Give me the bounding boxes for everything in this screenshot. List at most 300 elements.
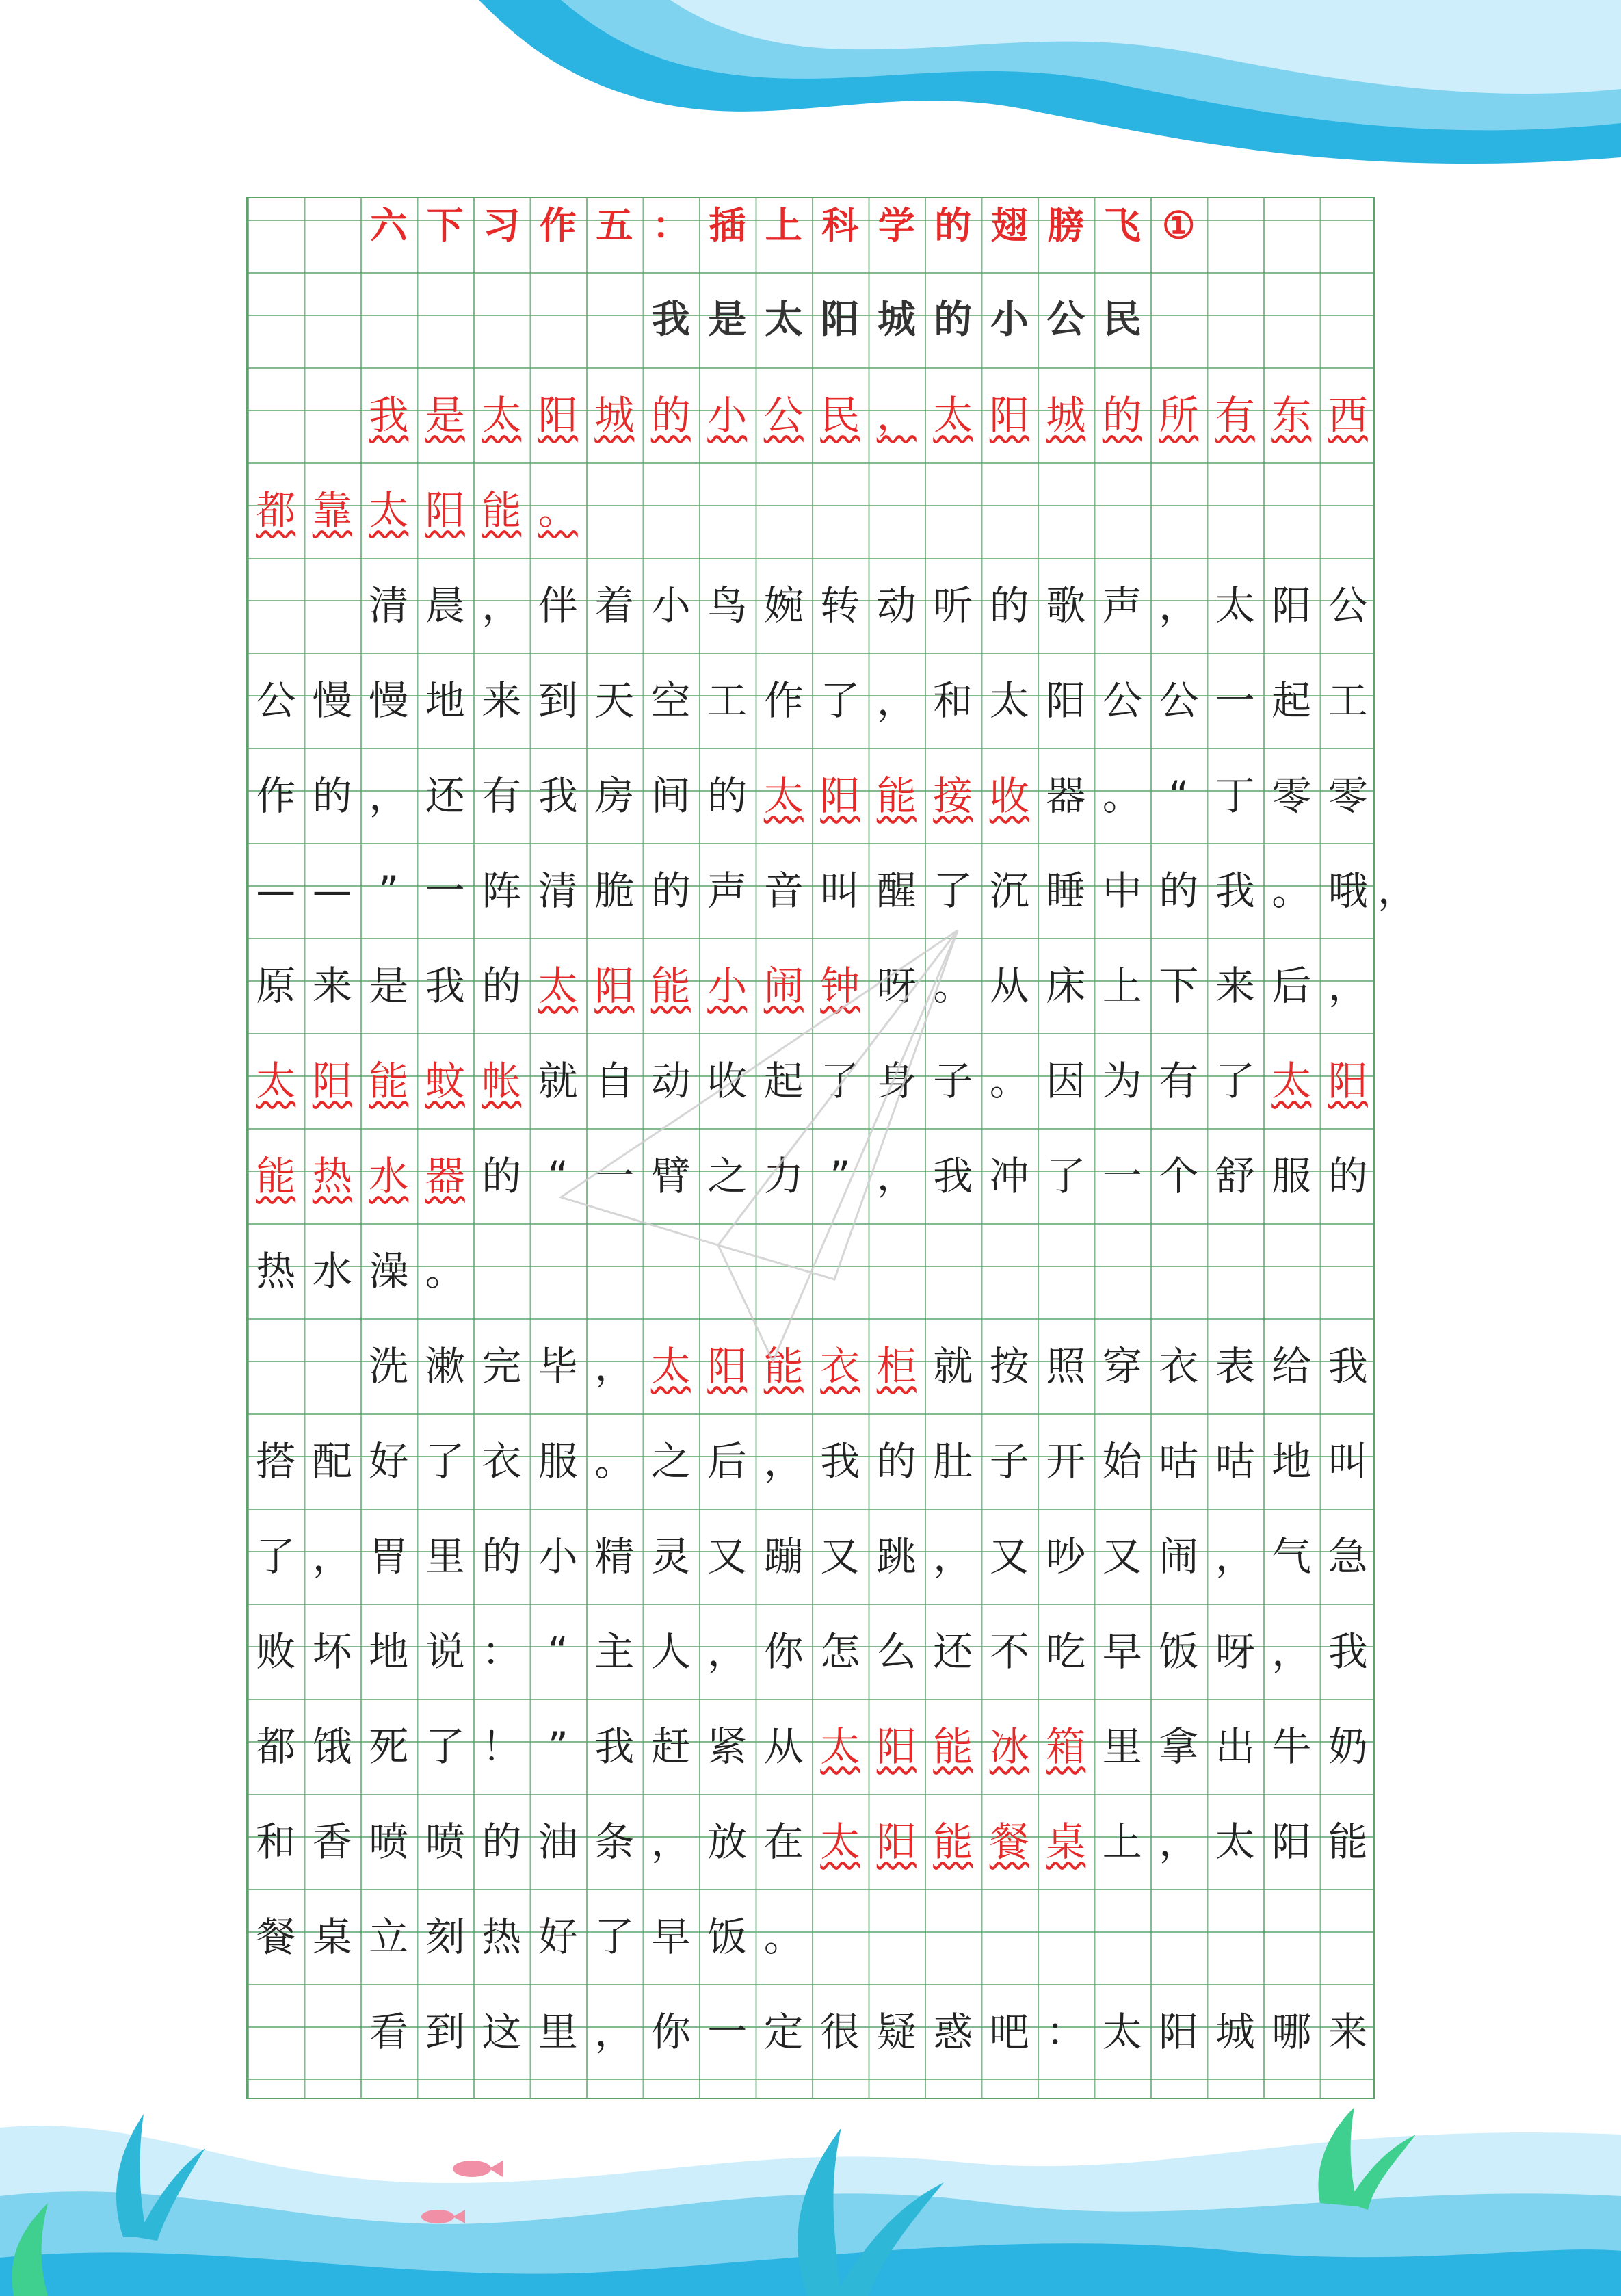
grid-cell: 帐 xyxy=(482,1057,522,1104)
ocean-wave-icon xyxy=(0,0,1621,205)
grid-cell: 慢 xyxy=(312,677,352,724)
grid-cell: 毕 xyxy=(538,1342,578,1390)
grid-cell: ， xyxy=(1159,1818,1199,1865)
grid-cell: 房 xyxy=(594,772,635,819)
essay-line xyxy=(248,769,1376,822)
grid-cell: 又 xyxy=(1102,1532,1142,1580)
grid-cell: 的 xyxy=(707,772,748,819)
grid-cell: 子 xyxy=(989,1437,1029,1485)
grid-cell: 下 xyxy=(426,203,464,247)
grid-cell: 公 xyxy=(1102,677,1142,724)
grid-cell: 声 xyxy=(707,867,748,914)
grid-cell xyxy=(530,293,587,346)
grid-cell: 饭 xyxy=(1159,1628,1199,1675)
grid-cell: 民 xyxy=(820,391,860,439)
grid-cell: 败 xyxy=(256,1628,296,1675)
grid-cell: 了 xyxy=(425,1437,465,1485)
grid-cell: 服 xyxy=(538,1437,578,1485)
grid-cell: 了 xyxy=(933,867,973,914)
grid-cell: 一 xyxy=(1215,677,1255,724)
grid-cell: 音 xyxy=(763,867,804,914)
grid-cell: 在 xyxy=(763,1818,804,1865)
grid-cell: 所 xyxy=(1159,391,1199,439)
grid-cell xyxy=(925,484,981,536)
grid-cell: 咕 xyxy=(1215,1437,1255,1485)
grid-cell xyxy=(643,484,700,536)
grid-cell: 零 xyxy=(1328,772,1368,819)
grid-cell: 从 xyxy=(989,962,1029,1009)
grid-cell: 喷 xyxy=(425,1818,465,1865)
grid-cell xyxy=(643,1244,700,1297)
grid-cell: 好 xyxy=(538,1913,578,1960)
grid-cell: 餐 xyxy=(256,1913,296,1960)
grid-cell: 阳 xyxy=(821,297,860,342)
grid-cell: 的 xyxy=(876,1437,917,1485)
grid-cell: 来 xyxy=(1215,962,1255,1009)
grid-cell xyxy=(699,484,756,536)
grid-cell: 急 xyxy=(1328,1532,1368,1580)
grid-cell: 能 xyxy=(933,1723,973,1770)
grid-cell: 太 xyxy=(650,1342,691,1390)
grid-cell: 阳 xyxy=(989,391,1029,439)
grid-cell xyxy=(248,293,304,346)
grid-cell: 收 xyxy=(707,1057,748,1104)
grid-cell xyxy=(1207,198,1264,251)
grid-cell: 我 xyxy=(820,1437,860,1485)
grid-cell xyxy=(1150,484,1207,536)
grid-cell: 城 xyxy=(1046,391,1086,439)
grid-cell: 天 xyxy=(594,677,635,724)
grid-cell: 惑 xyxy=(933,2008,973,2055)
grid-cell: 么 xyxy=(876,1628,917,1675)
grid-cell: 小 xyxy=(707,391,748,439)
grid-cell: 太 xyxy=(933,391,973,439)
grid-cell: 太 xyxy=(1215,582,1255,629)
grid-cell: 人 xyxy=(650,1628,691,1675)
grid-cell: 太 xyxy=(538,962,578,1009)
grid-cell: 能 xyxy=(482,486,522,534)
grid-cell: ， xyxy=(312,1532,352,1580)
grid-cell: 。 xyxy=(538,486,578,534)
grid-cell xyxy=(304,293,361,346)
grid-cell: 坏 xyxy=(312,1628,352,1675)
grid-cell: 太 xyxy=(256,1057,296,1104)
essay-line xyxy=(248,1910,1376,1963)
essay-line xyxy=(248,389,1376,441)
grid-cell xyxy=(473,1244,530,1297)
grid-cell: 跳 xyxy=(876,1532,917,1580)
grid-cell: 热 xyxy=(482,1913,522,1960)
grid-cell: 奶 xyxy=(1328,1723,1368,1770)
essay-title xyxy=(248,293,1376,346)
grid-cell xyxy=(1094,1244,1151,1297)
grid-cell: 太 xyxy=(1271,1057,1312,1104)
grid-cell: 作 xyxy=(763,677,804,724)
grid-cell: 呀 xyxy=(1215,1628,1255,1675)
grid-cell xyxy=(1320,484,1377,536)
grid-cell: 定 xyxy=(763,2008,804,2055)
grid-cell: 是 xyxy=(708,297,747,342)
grid-cell: 你 xyxy=(763,1628,804,1675)
grid-cell: 沉 xyxy=(989,867,1029,914)
grid-cell: 到 xyxy=(425,2008,465,2055)
grid-cell: 阳 xyxy=(538,391,578,439)
grid-cell: 刻 xyxy=(425,1913,465,1960)
grid-cell: 洗 xyxy=(369,1342,409,1390)
grid-cell xyxy=(981,1244,1038,1297)
grid-cell: 我 xyxy=(1328,1342,1368,1390)
grid-cell: 着 xyxy=(594,582,635,629)
grid-cell: 床 xyxy=(1046,962,1086,1009)
grid-cell: ， xyxy=(594,1342,635,1390)
grid-cell xyxy=(248,1340,304,1392)
grid-cell: 能 xyxy=(1328,1818,1368,1865)
grid-cell: 了 xyxy=(1215,1057,1255,1104)
grid-cell xyxy=(1207,1244,1264,1297)
grid-cell: 能 xyxy=(933,1818,973,1865)
grid-cell xyxy=(756,484,813,536)
grid-cell xyxy=(530,1244,587,1297)
grid-cell xyxy=(1207,1910,1264,1963)
overflow-punctuation: ， xyxy=(1378,866,1418,913)
grid-cell: 一 xyxy=(425,867,465,914)
grid-cell: 听 xyxy=(933,582,973,629)
grid-cell xyxy=(473,293,530,346)
grid-cell: 我 xyxy=(933,1152,973,1199)
grid-cell: 和 xyxy=(256,1818,296,1865)
grid-cell: 自 xyxy=(594,1057,635,1104)
grid-cell: 臂 xyxy=(650,1152,691,1199)
grid-cell: ” xyxy=(830,1152,851,1199)
grid-cell: 都 xyxy=(256,1723,296,1770)
grid-cell: 漱 xyxy=(425,1342,465,1390)
grid-cell: 后 xyxy=(707,1437,748,1485)
grid-cell: 子 xyxy=(933,1057,973,1104)
grid-cell: 精 xyxy=(594,1532,635,1580)
grid-cell: 阳 xyxy=(425,486,465,534)
grid-cell: 的 xyxy=(482,1532,522,1580)
grid-cell: 阳 xyxy=(876,1818,917,1865)
grid-cell: 歌 xyxy=(1046,582,1086,629)
grid-cell: 作 xyxy=(539,203,577,247)
grid-cell: 衣 xyxy=(1159,1342,1199,1390)
grid-cell: 是 xyxy=(425,391,465,439)
grid-cell: 起 xyxy=(763,1057,804,1104)
grid-cell: 的 xyxy=(482,1152,522,1199)
grid-cell xyxy=(1320,1910,1377,1963)
grid-cell: 蹦 xyxy=(763,1532,804,1580)
grid-cell: ， xyxy=(482,582,522,629)
grid-cell: 民 xyxy=(1103,297,1142,342)
grid-cell: 里 xyxy=(425,1532,465,1580)
grid-cell: 。 xyxy=(594,1437,635,1485)
grid-cell: 冰 xyxy=(989,1723,1029,1770)
grid-cell: 衣 xyxy=(820,1342,860,1390)
grid-cell: 习 xyxy=(483,203,520,247)
essay-line xyxy=(248,864,1376,917)
grid-cell: 后 xyxy=(1271,962,1312,1009)
grid-cell: 太 xyxy=(369,486,409,534)
grid-cell xyxy=(925,1910,981,1963)
grid-cell: 地 xyxy=(369,1628,409,1675)
grid-cell: 声 xyxy=(1102,582,1142,629)
grid-cell: 饭 xyxy=(707,1913,748,1960)
grid-cell: 了 xyxy=(594,1913,635,1960)
grid-cell: 。 xyxy=(763,1913,804,1960)
grid-cell: 的 xyxy=(482,962,522,1009)
grid-cell: 的 xyxy=(989,582,1029,629)
grid-cell: 立 xyxy=(369,1913,409,1960)
grid-cell xyxy=(1320,1244,1377,1297)
grid-cell: “ xyxy=(547,1152,568,1199)
grid-cell: 我 xyxy=(1328,1628,1368,1675)
grid-cell xyxy=(1263,1910,1320,1963)
grid-cell xyxy=(1038,484,1094,536)
grid-cell: 早 xyxy=(650,1913,691,1960)
grid-cell: 空 xyxy=(650,677,691,724)
grid-cell: 舒 xyxy=(1215,1152,1255,1199)
grid-cell: 了 xyxy=(1046,1152,1086,1199)
grid-cell: 箱 xyxy=(1046,1723,1086,1770)
grid-cell xyxy=(417,293,474,346)
grid-cell xyxy=(1263,1244,1320,1297)
grid-cell: 还 xyxy=(933,1628,973,1675)
grid-cell: ” xyxy=(378,867,399,914)
grid-cell xyxy=(812,484,869,536)
grid-cell: 接 xyxy=(933,772,973,819)
grid-cell: 小 xyxy=(538,1532,578,1580)
grid-cell xyxy=(869,1244,925,1297)
grid-cell xyxy=(1207,484,1264,536)
grid-cell: 鸟 xyxy=(707,582,748,629)
grid-cell: 地 xyxy=(1271,1437,1312,1485)
grid-cell: 公 xyxy=(763,391,804,439)
grid-cell xyxy=(1150,1244,1207,1297)
grid-cell: 从 xyxy=(763,1723,804,1770)
grid-cell xyxy=(248,389,304,441)
grid-cell xyxy=(304,579,361,631)
grid-cell: 的 xyxy=(1102,391,1142,439)
grid-cell: 不 xyxy=(989,1628,1029,1675)
grid-cell xyxy=(1150,1910,1207,1963)
grid-cell: 叫 xyxy=(1328,1437,1368,1485)
grid-cell: 你 xyxy=(650,2008,691,2055)
grid-cell: 放 xyxy=(707,1818,748,1865)
grid-cell: 开 xyxy=(1046,1437,1086,1485)
grid-cell xyxy=(304,2005,361,2058)
grid-cell: ， xyxy=(1215,1532,1255,1580)
grid-cell: 太 xyxy=(820,1818,860,1865)
grid-cell: 喷 xyxy=(369,1818,409,1865)
grid-cell: 灵 xyxy=(650,1532,691,1580)
grid-cell: 给 xyxy=(1271,1342,1312,1390)
grid-cell: 一 xyxy=(1102,1152,1142,1199)
grid-cell: 是 xyxy=(369,962,409,1009)
grid-cell: 丁 xyxy=(1215,772,1255,819)
grid-cell xyxy=(699,1244,756,1297)
grid-cell: 穿 xyxy=(1102,1342,1142,1390)
grid-cell: 科 xyxy=(821,203,859,247)
grid-cell: 这 xyxy=(482,2008,522,2055)
grid-cell: 阵 xyxy=(482,867,522,914)
grid-cell: 公 xyxy=(256,677,296,724)
grid-cell: 原 xyxy=(256,962,296,1009)
grid-cell: 的 xyxy=(312,772,352,819)
grid-cell: ， xyxy=(876,1152,917,1199)
grid-cell: 又 xyxy=(707,1532,748,1580)
grid-cell: 和 xyxy=(933,677,973,724)
grid-cell: 的 xyxy=(650,391,691,439)
grid-cell: 的 xyxy=(650,867,691,914)
grid-cell: 我 xyxy=(1215,867,1255,914)
grid-cell: 餐 xyxy=(989,1818,1029,1865)
essay-line xyxy=(248,2005,1376,2058)
essay-line xyxy=(248,1244,1376,1297)
grid-cell: ， xyxy=(933,1532,973,1580)
grid-cell: 热 xyxy=(256,1247,296,1294)
grid-cell: 早 xyxy=(1102,1628,1142,1675)
grid-cell: 的 xyxy=(1159,867,1199,914)
grid-cell: 。 xyxy=(425,1247,465,1294)
grid-cell: 始 xyxy=(1102,1437,1142,1485)
grid-cell: 完 xyxy=(482,1342,522,1390)
grid-cell: 照 xyxy=(1046,1342,1086,1390)
grid-cell: 能 xyxy=(650,962,691,1009)
grid-cell: 工 xyxy=(1328,677,1368,724)
grid-cell: 伴 xyxy=(538,582,578,629)
grid-cell: 我 xyxy=(538,772,578,819)
grid-cell: 就 xyxy=(933,1342,973,1390)
grid-cell: 阳 xyxy=(707,1342,748,1390)
grid-cell xyxy=(304,198,361,251)
grid-cell: 下 xyxy=(1159,962,1199,1009)
essay-line xyxy=(248,1340,1376,1392)
essay-line xyxy=(248,674,1376,727)
grid-cell: 了 xyxy=(425,1723,465,1770)
grid-cell: 个 xyxy=(1159,1152,1199,1199)
grid-cell: ， xyxy=(1328,962,1368,1009)
grid-cell: 太 xyxy=(1102,2008,1142,2055)
grid-cell: 公 xyxy=(1046,297,1085,342)
grid-cell: 慢 xyxy=(369,677,409,724)
grid-cell xyxy=(586,1244,643,1297)
grid-cell: 力 xyxy=(763,1152,804,1199)
grid-cell: ” xyxy=(547,1723,568,1770)
grid-cell: 转 xyxy=(820,582,860,629)
grid-cell: 阳 xyxy=(1159,2008,1199,2055)
grid-cell: 为 xyxy=(1102,1057,1142,1104)
grid-cell: 叫 xyxy=(820,867,860,914)
grid-cell: 膀 xyxy=(1047,203,1085,247)
grid-cell: ， xyxy=(650,1818,691,1865)
grid-cell: 有 xyxy=(1159,1057,1199,1104)
grid-cell: 小 xyxy=(650,582,691,629)
grid-cell: 表 xyxy=(1215,1342,1255,1390)
grid-cell: 能 xyxy=(876,772,917,819)
grid-cell: ： xyxy=(652,203,689,247)
grid-cell: 香 xyxy=(312,1818,352,1865)
grid-cell: 太 xyxy=(989,677,1029,724)
grid-cell: 胃 xyxy=(369,1532,409,1580)
grid-cell: 之 xyxy=(650,1437,691,1485)
grid-cell: 动 xyxy=(650,1057,691,1104)
grid-cell: 条 xyxy=(594,1818,635,1865)
grid-cell: 死 xyxy=(369,1723,409,1770)
grid-cell: 吃 xyxy=(1046,1628,1086,1675)
grid-cell: 一 xyxy=(594,1152,635,1199)
grid-cell xyxy=(1263,198,1320,251)
essay-line xyxy=(248,1625,1376,1678)
grid-cell: 里 xyxy=(1102,1723,1142,1770)
grid-cell xyxy=(1263,484,1320,536)
grid-cell xyxy=(925,1244,981,1297)
grid-cell xyxy=(1207,293,1264,346)
grid-cell: 很 xyxy=(820,2008,860,2055)
grid-cell: 收 xyxy=(989,772,1029,819)
grid-cell: 钟 xyxy=(820,962,860,1009)
grid-cell: 醒 xyxy=(876,867,917,914)
grid-cell xyxy=(248,579,304,631)
grid-cell: ， xyxy=(707,1628,748,1675)
grid-cell: 器 xyxy=(1046,772,1086,819)
grid-cell: 。 xyxy=(1271,867,1312,914)
grid-cell: 靠 xyxy=(312,486,352,534)
grid-cell: 水 xyxy=(312,1247,352,1294)
grid-cell: 我 xyxy=(594,1723,635,1770)
grid-cell: 疑 xyxy=(876,2008,917,2055)
grid-cell xyxy=(304,389,361,441)
grid-cell: 牛 xyxy=(1271,1723,1312,1770)
grid-cell: 肚 xyxy=(933,1437,973,1485)
grid-cell xyxy=(248,198,304,251)
essay-line xyxy=(248,1149,1376,1202)
grid-cell: 有 xyxy=(482,772,522,819)
grid-cell xyxy=(756,1244,813,1297)
grid-cell: 又 xyxy=(820,1532,860,1580)
grid-cell: 就 xyxy=(538,1057,578,1104)
grid-cell: 飞 xyxy=(1103,203,1141,247)
grid-cell: 油 xyxy=(538,1818,578,1865)
grid-cell: 阳 xyxy=(1271,1818,1312,1865)
grid-cell: 了 xyxy=(256,1532,296,1580)
grid-cell xyxy=(360,293,417,346)
grid-cell xyxy=(981,1910,1038,1963)
grid-cell: 学 xyxy=(878,203,915,247)
grid-cell: 小 xyxy=(990,297,1029,342)
grid-cell: 了 xyxy=(820,677,860,724)
essay-line xyxy=(248,1815,1376,1868)
grid-cell: ① xyxy=(1162,203,1196,247)
grid-cell xyxy=(1320,293,1377,346)
grid-cell: 按 xyxy=(989,1342,1029,1390)
grid-cell xyxy=(981,484,1038,536)
grid-cell xyxy=(586,484,643,536)
grid-cell: 阳 xyxy=(1328,1057,1368,1104)
grid-cell: 的 xyxy=(934,203,972,247)
grid-cell: 作 xyxy=(256,772,296,819)
grid-cell: 西 xyxy=(1328,391,1368,439)
grid-cell: ， xyxy=(1159,582,1199,629)
grid-cell: 服 xyxy=(1271,1152,1312,1199)
writing-grid-paper xyxy=(246,197,1418,2099)
essay-line xyxy=(248,579,1376,631)
grid-cell: 气 xyxy=(1271,1532,1312,1580)
grid-cell: 东 xyxy=(1271,391,1312,439)
grid-cell: 又 xyxy=(989,1532,1029,1580)
grid-cell: 阳 xyxy=(1271,582,1312,629)
essay-line xyxy=(248,1054,1376,1107)
grid-cell: 公 xyxy=(1328,582,1368,629)
